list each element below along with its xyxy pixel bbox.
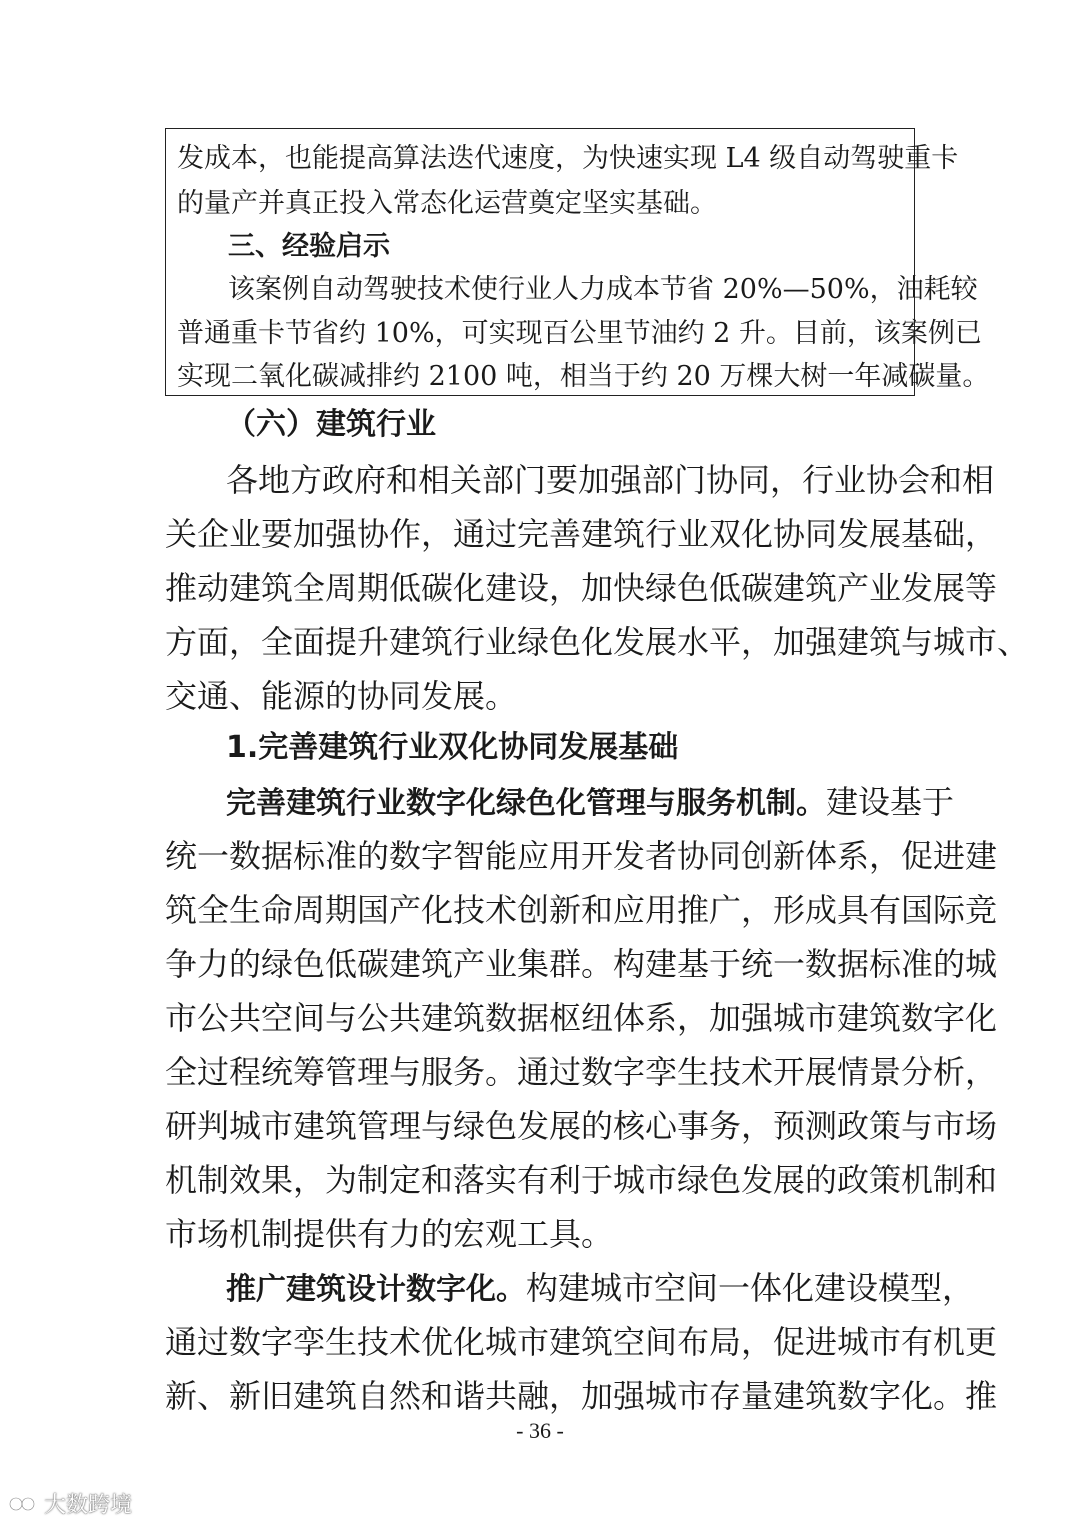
- subheading: 1.完善建筑行业双化协同发展基础: [226, 730, 679, 765]
- watermark: [8, 1488, 132, 1519]
- body-line: 机制效果，为制定和落实有利于城市绿色发展的政策机制和: [165, 1161, 998, 1199]
- brand-logo-icon: [8, 1493, 38, 1515]
- body-line: 市公共空间与公共建筑数据枢纽体系，加强城市建筑数字化: [165, 999, 998, 1037]
- paragraph-first-line: [226, 1268, 974, 1310]
- box-line: 该案例自动驾驶技术使行业人力成本节省 20%—50%，油耗较: [228, 274, 978, 305]
- body-line: 关企业要加强协作，通过完善建筑行业双化协同发展基础，: [165, 515, 998, 553]
- body-line: 各地方政府和相关部门要加强部门协同，行业协会和相: [226, 461, 995, 499]
- body-line: 研判城市建筑管理与绿色发展的核心事务，预测政策与市场: [165, 1107, 998, 1145]
- paragraph-text: 建设基于: [826, 783, 955, 821]
- body-line: 新、新旧建筑自然和谐共融，加强城市存量建筑数字化。推: [165, 1377, 998, 1415]
- section-heading: （六）建筑行业: [226, 407, 436, 442]
- body-line: 全过程统筹管理与服务。通过数字孪生技术开展情景分析，: [165, 1053, 998, 1091]
- body-line: 通过数字孪生技术优化城市建筑空间布局，促进城市有机更: [165, 1323, 998, 1361]
- body-line: 市场机制提供有力的宏观工具。: [165, 1215, 614, 1253]
- body-line: 统一数据标准的数字智能应用开发者协同创新体系，促进建: [165, 837, 998, 875]
- watermark-text: 大数跨境: [44, 1493, 133, 1518]
- body-line: 争力的绿色低碳建筑产业集群。构建基于统一数据标准的城: [165, 945, 998, 983]
- paragraph-lead: 推广建筑设计数字化。: [226, 1272, 526, 1307]
- box-line: 发成本，也能提高算法迭代速度，为快速实现 L4 级自动驾驶重卡: [177, 143, 959, 174]
- paragraph-text: 构建城市空间一体化建设模型，: [526, 1269, 975, 1307]
- box-line: 普通重卡节省约 10%，可实现百公里节油约 2 升。目前，该案例已: [177, 318, 982, 349]
- paragraph-lead: 完善建筑行业数字化绿色化管理与服务机制。: [226, 786, 826, 821]
- body-line: 交通、能源的协同发展。: [165, 677, 518, 715]
- box-line: 实现二氧化碳减排约 2100 吨，相当于约 20 万棵大树一年减碳量。: [177, 361, 990, 392]
- box-line: 的量产并真正投入常态化运营奠定坚实基础。: [177, 188, 717, 219]
- paragraph-first-line: [226, 782, 954, 824]
- body-line: 筑全生命周期国产化技术创新和应用推广，形成具有国际竞: [165, 891, 998, 929]
- page-number: - 36 -: [516, 1418, 564, 1443]
- body-line: 方面，全面提升建筑行业绿色化发展水平，加强建筑与城市、: [165, 623, 1030, 661]
- body-line: 推动建筑全周期低碳化建设，加快绿色低碳建筑产业发展等: [165, 569, 998, 607]
- box-subheading: 三、经验启示: [228, 231, 390, 262]
